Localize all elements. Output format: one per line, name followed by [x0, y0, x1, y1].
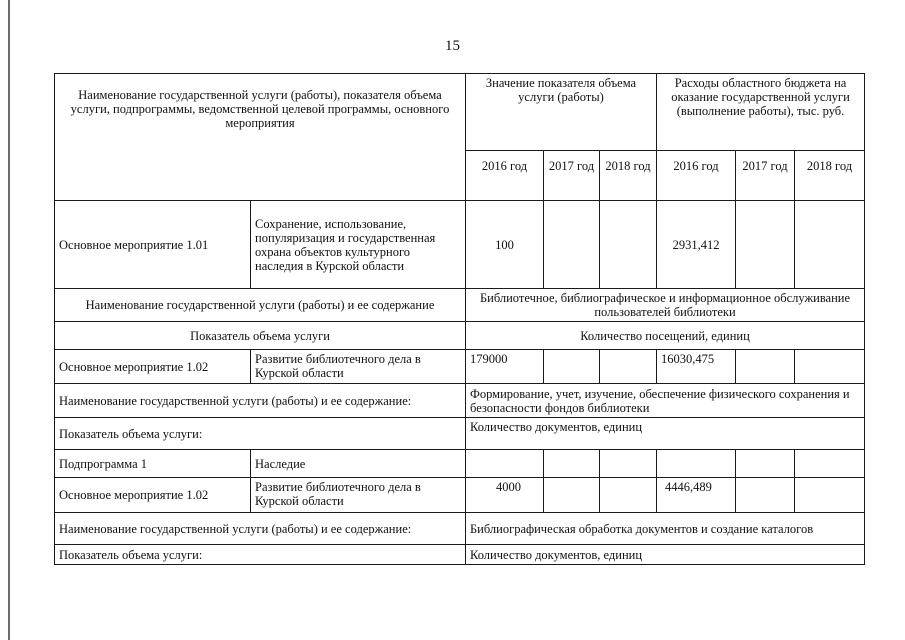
indicator-value: Количество документов, единиц [466, 418, 865, 450]
expense-2017 [736, 201, 795, 289]
year-cell: 2018 год [600, 151, 657, 201]
service-name-value: Библиографическая обработка документов и создание каталогов [466, 513, 865, 545]
indicator-label: Показатель объема услуги [55, 322, 466, 350]
page-edge-line [8, 0, 10, 640]
row-label: Основное мероприятие 1.02 [55, 478, 251, 513]
value-2016: 4000 [466, 478, 544, 513]
row-description: Наследие [251, 450, 466, 478]
expense-2016: 2931,412 [657, 201, 736, 289]
header-name-col: Наименование государственной услуги (работы), показателя объема услуги, подпрограммы, ведомственной целевой программы, основного мероприятия [55, 74, 466, 201]
table-row [55, 478, 865, 513]
value-2016: 179000 [466, 350, 544, 384]
table-row [55, 450, 865, 478]
table-row [55, 418, 865, 450]
row-description: Сохранение, использование, популяризация и государственная охрана объектов культурного наследия в Курской области [251, 201, 466, 289]
value-2018 [600, 201, 657, 289]
service-name-label: Наименование государственной услуги (работы) и ее содержание: [55, 384, 466, 418]
service-name-label: Наименование государственной услуги (работы) и ее содержание [55, 289, 466, 322]
value-2018 [600, 478, 657, 513]
value-2017 [544, 350, 600, 384]
table-row [55, 322, 865, 350]
expense-2018 [795, 350, 865, 384]
value-2017 [544, 478, 600, 513]
expense-2016: 16030,475 [657, 350, 736, 384]
row-label: Основное мероприятие 1.01 [55, 201, 251, 289]
row-label: Подпрограмма 1 [55, 450, 251, 478]
indicator-value: Количество посещений, единиц [466, 322, 865, 350]
expense-2017 [736, 478, 795, 513]
table-row [55, 201, 865, 289]
expense-2018 [795, 478, 865, 513]
table-row [55, 513, 865, 545]
year-cell: 2018 год [795, 151, 865, 201]
header-row [55, 74, 865, 151]
budget-table [54, 73, 865, 565]
expense-2017 [736, 350, 795, 384]
table-row [55, 545, 865, 565]
header-expense-group: Расходы областного бюджета на оказание государственной услуги (выполнение работы), тыс. руб. [657, 74, 865, 151]
page-number: 15 [445, 38, 460, 54]
expense-2016: 4446,489 [657, 478, 736, 513]
year-cell: 2016 год [657, 151, 736, 201]
table-row [55, 384, 865, 418]
indicator-label: Показатель объема услуги: [55, 418, 466, 450]
table-row [55, 350, 865, 384]
service-name-value: Библиотечное, библиографическое и информационное обслуживание пользователей библиотеки [466, 289, 865, 322]
header-indicator-group: Значение показателя объема услуги (работы) [466, 74, 657, 151]
expense-2018 [795, 201, 865, 289]
service-name-value: Формирование, учет, изучение, обеспечение физического сохранения и безопасности фондов библиотеки [466, 384, 865, 418]
indicator-label: Показатель объема услуги: [55, 545, 466, 565]
value-2018 [600, 350, 657, 384]
row-description: Развитие библиотечного дела в Курской области [251, 478, 466, 513]
year-cell: 2016 год [466, 151, 544, 201]
indicator-value: Количество документов, единиц [466, 545, 865, 565]
year-cell: 2017 год [736, 151, 795, 201]
row-description: Развитие библиотечного дела в Курской области [251, 350, 466, 384]
service-name-label: Наименование государственной услуги (работы) и ее содержание: [55, 513, 466, 545]
row-label: Основное мероприятие 1.02 [55, 350, 251, 384]
year-cell: 2017 год [544, 151, 600, 201]
value-2016: 100 [466, 201, 544, 289]
table-row [55, 289, 865, 322]
value-2017 [544, 201, 600, 289]
